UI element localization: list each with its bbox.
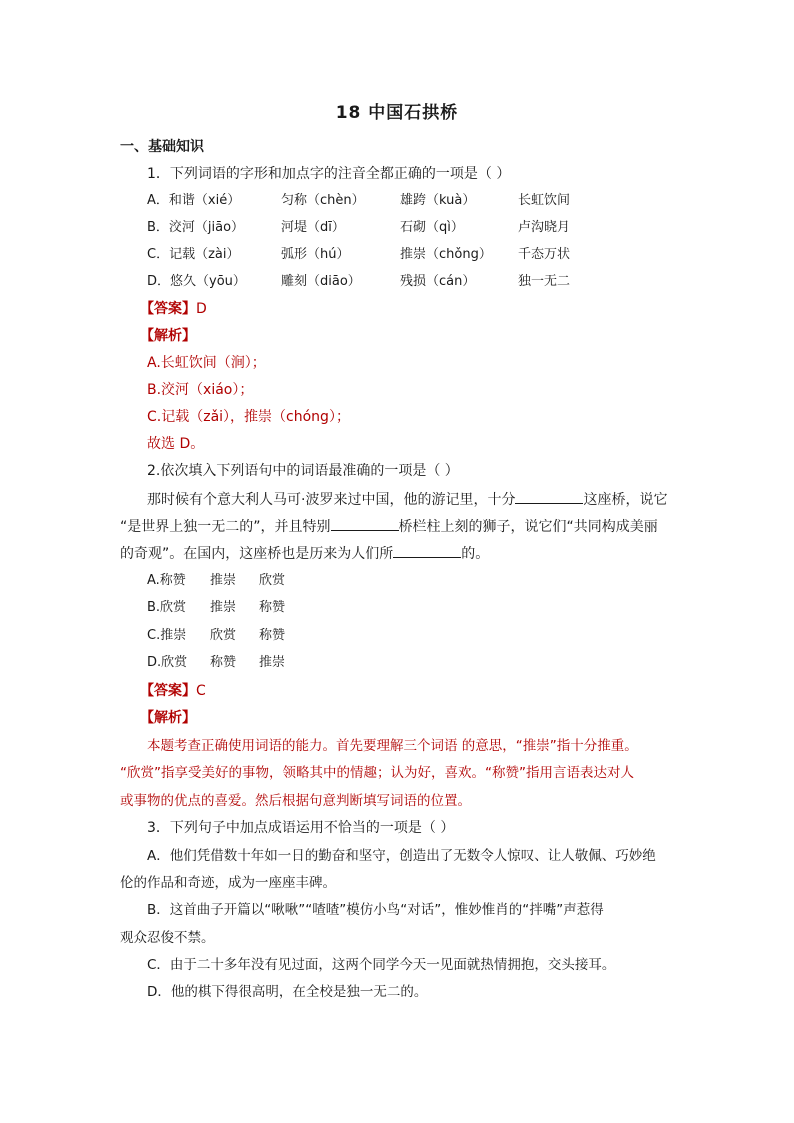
q1-option-b-3: 石砌（qì） [400, 220, 464, 235]
q2-stem: 2.依次填入下列语句中的词语最准确的一项是（ ） [147, 463, 459, 479]
q2-option-d-1: D.欣赏 [147, 655, 188, 670]
q1-answer-value: D [196, 301, 207, 317]
q2-option-b-1: B.欣赏 [147, 600, 187, 615]
q2-passage-text-3b: 的。 [461, 546, 490, 562]
q1-option-d-3: 残损（cán） [400, 274, 476, 289]
q1-answer [140, 299, 207, 319]
q2-answer-value: C [196, 683, 206, 699]
q1-analysis-line-3: C.记载（zǎi），推崇（chóng）； [147, 409, 350, 425]
q3-option-c: C．由于二十多年没有见过面，这两个同学今天一见面就热情拥抱，交头接耳。 [147, 957, 616, 973]
q1-option-b-2: 河堤（dī） [281, 220, 345, 235]
q2-analysis-tag: 【解析】 [140, 710, 196, 726]
q2-answer [140, 681, 206, 701]
q1-stem: 1．下列词语的字形和加点字的注音全都正确的一项是（ ） [147, 166, 511, 182]
q3-option-b-line-1: B．这首曲子开篇以“啾啾”“喳喳”模仿小鸟“对话”，惟妙惟肖的“拌嘴”声惹得 [147, 902, 604, 918]
fill-blank-2 [331, 516, 399, 531]
q2-option-c-3: 称赞 [259, 628, 286, 643]
q2-passage-text-3a: 的奇观”。在国内，这座桥也是历来为人们所 [120, 546, 394, 562]
q2-passage-text-1b: 这座桥，说它 [583, 492, 668, 508]
q1-option-b-4: 卢沟晓月 [518, 220, 571, 235]
q2-analysis-line-1: 本题考查正确使用词语的能力。首先要理解三个词语 的意思，“推崇”指十分推重。 [147, 738, 638, 754]
q1-option-a-3: 雄跨（kuà） [400, 193, 476, 208]
q3-option-a-line-2: 伦的作品和奇迹，成为一座座丰碑。 [120, 875, 336, 891]
q2-passage-text-1a: 那时候有个意大利人马可·波罗来过中国，他的游记里，十分 [147, 492, 516, 508]
q2-option-b-2: 推崇 [210, 600, 237, 615]
fill-blank-1 [515, 489, 583, 504]
q2-passage-line-1 [147, 489, 667, 510]
q3-option-a-line-1: A．他们凭借数十年如一日的勤奋和坚守，创造出了无数令人惊叹、让人敬佩、巧妙绝 [147, 848, 656, 864]
q2-option-a-1: A.称赞 [147, 573, 186, 588]
q1-option-a-1: A．和谐（xié） [147, 193, 241, 208]
q2-option-d-2: 称赞 [210, 655, 237, 670]
fill-blank-3 [393, 543, 461, 558]
q1-option-c-1: C．记载（zài） [147, 247, 240, 262]
q3-option-d: D．他的棋下得很高明，在全校是独一无二的。 [147, 984, 428, 1000]
q3-stem: 3．下列句子中加点成语运用不恰当的一项是（ ） [147, 820, 455, 836]
q1-option-d-1: D．悠久（yōu） [147, 274, 246, 289]
q2-analysis-line-3: 或事物的优点的喜爱。然后根据句意判断填写词语的位置。 [120, 793, 471, 809]
q3-option-b-line-2: 观众忍俊不禁。 [120, 930, 215, 946]
q2-option-c-1: C.推崇 [147, 628, 187, 643]
page-title: 18 中国石拱桥 [335, 103, 459, 123]
q2-passage-text-2b: 桥栏柱上刻的狮子，说它们“共同构成美丽 [398, 519, 658, 535]
section-heading: 一、基础知识 [120, 139, 204, 155]
q1-option-d-4: 独一无二 [518, 274, 571, 289]
q2-option-b-3: 称赞 [259, 600, 286, 615]
q2-option-a-3: 欣赏 [259, 573, 286, 588]
q2-option-d-3: 推崇 [259, 655, 286, 670]
q2-option-c-2: 欣赏 [210, 628, 237, 643]
q1-option-b-1: B．洨河（jiāo） [147, 220, 245, 235]
q2-option-a-2: 推崇 [210, 573, 237, 588]
q2-passage-line-3 [120, 543, 489, 564]
q1-option-a-4: 长虹饮间 [518, 193, 571, 208]
q2-passage-text-2a: “是世界上独一无二的”，并且特别 [120, 519, 331, 535]
q1-analysis-line-2: B.洨河（xiáo）； [147, 382, 254, 398]
q1-option-c-4: 千态万状 [518, 247, 571, 262]
q2-answer-tag: 【答案】 [140, 683, 196, 699]
q1-option-d-2: 雕刻（diāo） [281, 274, 361, 289]
q1-option-c-3: 推崇（chǒng） [400, 247, 492, 262]
q1-analysis-tag: 【解析】 [140, 328, 196, 344]
q1-analysis-line-1: A.长虹饮间（涧）； [147, 355, 266, 371]
q1-option-a-2: 匀称（chèn） [281, 193, 365, 208]
q1-answer-tag: 【答案】 [140, 301, 196, 317]
q2-passage-line-2 [120, 516, 658, 537]
q1-analysis-line-4: 故选 D。 [147, 436, 205, 452]
q1-option-c-2: 弧形（hú） [281, 247, 350, 262]
q2-analysis-line-2: “欣赏”指享受美好的事物，领略其中的情趣；认为好，喜欢。“称赞”指用言语表达对人 [120, 765, 634, 781]
